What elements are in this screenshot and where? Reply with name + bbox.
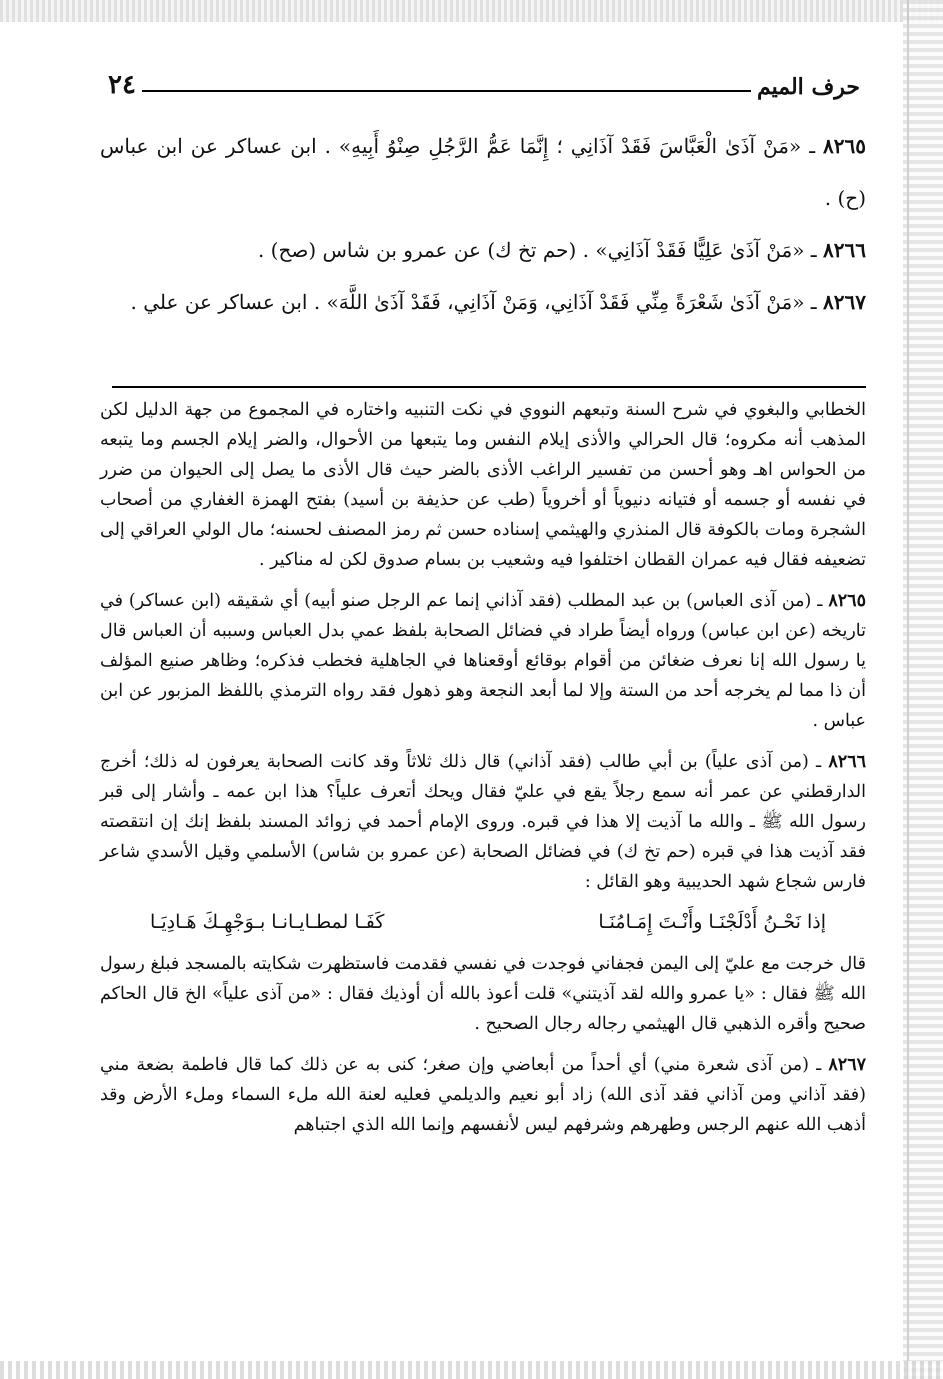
hadith-number: ٨٢٦٥ [823, 134, 867, 158]
commentary-8266 [100, 747, 866, 897]
commentary-number: ٨٢٦٥ [828, 591, 866, 611]
commentary-number: ٨٢٦٧ [828, 1055, 866, 1075]
hadith-8266 [100, 224, 866, 276]
commentary-intro: الخطابي والبغوي في شرح السنة وتبعهم النووي في نكت التنبيه واختاره في المجموع من جهة الدليل لكن المذهب أنه مكروه؛ قال الحرالي والأذى إيلام النفس وما يتبعها من الأحوال، والضر إيلام الجسم وما يتبعه من الحواس اهـ وهو أحسن من تفسير الراغب الأذى بالضر حيث قال الأذى ما يصل إلى الحيوان من ضرر في نفسه أو جسمه أو فتيانه دنيوياً أو أخروياً (طب عن حذيفة بن أسيد) بفتح الهمزة الغفاري من أصحاب الشجرة ومات بالكوفة قال المنذري والهيثمي إسناده حسن ثم رمز المصنف لحسنه؛ مال الولي العراقي إلى تضعيفه فقال فيه عمران القطان اختلفوا فيه وشعيب بن بسام صدوق لكن له مناكير . [100, 400, 866, 570]
poetry-verse [100, 901, 866, 941]
hadith-8265 [100, 120, 866, 224]
commentary-8265 [100, 586, 866, 736]
commentary-text: ـ (من آذى شعرة مني) أي أحداً من أبعاضي وإن صغر؛ كنى به عن ذلك كما قال فاطمة بضعة مني (فقد آذاني ومن آذاني فقد آذى الله) زاد أبو نعيم والديلمي فعليه لعنة الله ملء السماء وملء الأرض وقد أذهب الله عنهم الرجس وطهرهم وشرفهم ليس لأنفسهم وإنما الله الذي اجتباهم [100, 1055, 866, 1135]
page-number: ٢٤ [108, 70, 136, 100]
chapter-title: حرف الميم [756, 74, 860, 100]
header-rule [142, 90, 751, 92]
footnote-divider [112, 386, 866, 388]
commentary-8267 [100, 1050, 866, 1140]
hadith-number: ٨٢٦٦ [823, 238, 866, 262]
verse-first-hemistich: إذا نَحْـنُ أَدْلَجْنَـا وأَنْـتَ إِمَـامُنَـا [598, 911, 826, 933]
commentary-text: ـ (من آذى العباس) بن عبد المطلب (فقد آذاني إنما عم الرجل صنو أبيه) أي شقيقه (ابن عساكر) في تاريخه (عن ابن عباس) ورواه أيضاً طراد في فضائل الصحابة بلفظ عمي بدل العباس وسببه أن العباس قال يا رسول الله إنا نعرف ضغائن من أقوام بوقائع أوقعناها في الجاهلية فخطب فذكره؛ وظاهر صنيع المؤلف أن ذا مما لم يخرجه أحد من الستة وإلا لما أبعد النجعة وهو ذهول فقد رواه الترمذي باللفظ المزبور عن ابن عباس . [100, 591, 866, 731]
commentary-block [100, 395, 866, 1151]
commentary-8266-continued: قال خرجت مع عليّ إلى اليمن فجفاني فوجدت في نفسي فقدمت فاستظهرت شكايته بالمسجد فبلغ رسول الله ﷺ فقال : «يا عمرو والله لقد آذيتني» قلت أعوذ بالله أن أوذيك فقال : «من آذى علياً» الخ قال الحاكم صحيح وأقره الذهبي قال الهيثمي رجاله رجال الصحيح . [100, 954, 866, 1034]
running-header [100, 60, 866, 100]
hadith-text: ـ «مَنْ آذَىٰ الْعَبَّاسَ فَقَدْ آذَانِي ؛ إِنَّمَا عَمُّ الرَّجُلِ صِنْوُ أَبِيهِ» . ابن عساكر عن ابن عباس (ح) . [100, 134, 866, 210]
hadith-8267 [100, 276, 866, 328]
hadith-text: ـ «مَنْ آذَىٰ شَعْرَةً مِنِّي فَقَدْ آذَانِي، وَمَنْ آذَانِي، فَقَدْ آذَىٰ اللَّهَ» . ابن عساكر عن علي . [130, 290, 817, 314]
page-border-top [0, 0, 943, 22]
hadith-number: ٨٢٦٧ [823, 290, 866, 314]
page-border-bottom [0, 1361, 943, 1379]
hadith-text: ـ «مَنْ آذَىٰ عَلِيًّا فَقَدْ آذَانِي» . (حم تخ ك) عن عمرو بن شاس (صح) . [257, 238, 817, 262]
commentary-number: ٨٢٦٦ [828, 752, 866, 772]
hadith-text-block [100, 120, 866, 328]
page-border-right [903, 0, 943, 1379]
verse-second-hemistich: كَفَـا لمطـايـانـا بـوَجْهِـكَ هَـادِيَـا [150, 911, 385, 933]
book-page [100, 50, 866, 1340]
commentary-text: ـ (من آذى علياً) بن أبي طالب (فقد آذاني) قال ذلك ثلاثاً وقد كانت الصحابة يعرفون له ذلك؛ أخرج الدارقطني عن عمر أنه سمع رجلاً يقع في عليّ فقال ويحك أتعرف علياً؟ هذا ابن عمه ـ وأشار إلى قبر رسول الله ﷺ ـ والله ما آذيت إلا هذا في قبره. وروى الإمام أحمد في زوائد المسند بلفظ إنك إن انتقصته فقد آذيت هذا في قبره (حم تخ ك) في فضائل الصحابة (عن عمرو بن شاس) الأسلمي وقيل الأسدي شاعر فارس شجاع شهد الحديبية وهو القائل : [100, 752, 866, 892]
